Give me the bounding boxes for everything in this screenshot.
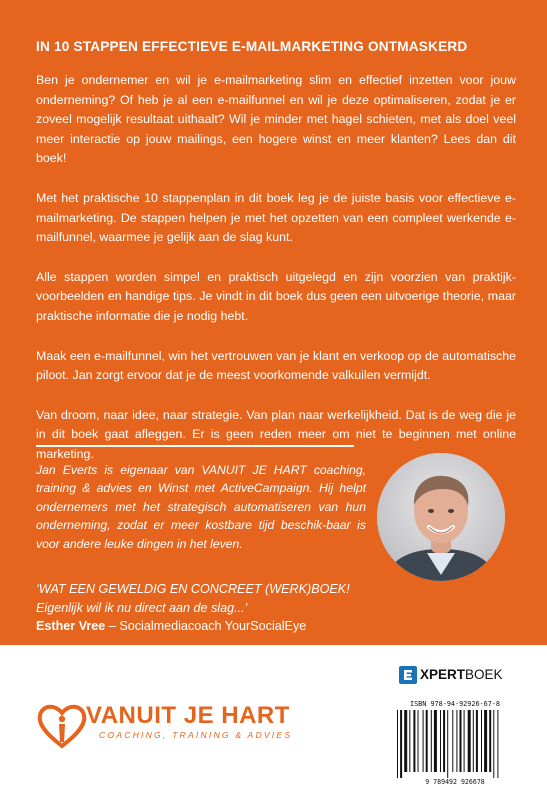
barcode-bar [452, 710, 453, 772]
author-portrait-icon [377, 453, 505, 581]
barcode-bar [426, 710, 428, 772]
barcode-bar [434, 710, 437, 772]
barcode-bar [481, 710, 482, 772]
barcode-bar [397, 710, 398, 778]
barcode-bar [484, 710, 487, 772]
barcode-bar [418, 710, 419, 772]
barcode-bar [464, 710, 465, 772]
isbn-label: ISBN 978-94-92926-67-8 [409, 700, 501, 708]
barcode-bar [456, 710, 457, 772]
blurb-paragraph: Alle stappen worden simpel en praktisch uitgelegd en zijn voorzien van praktijk-voorbeelden en handige tips. Je vindt in dit boek dus geen een uitvoerige theorie, maar praktische informatie die je nodig hebt. [36, 269, 516, 323]
publisher-name-bold: XPERT [420, 667, 466, 682]
brand-tagline: COACHING, TRAINING & ADVIES [99, 730, 293, 740]
author-photo [377, 453, 505, 581]
barcode-bar [440, 710, 441, 772]
blurb-paragraph: Maak een e-mailfunnel, win het vertrouwen van je klant en verkoop op de automatische piloot. Jan zorgt ervoor dat je de meest voorkomende valkuilen vermijdt. [36, 348, 516, 383]
barcode-bar [497, 710, 498, 778]
cover-headline: IN 10 STAPPEN EFFECTIEVE E-MAILMARKETING ONTMASKERD [36, 39, 468, 54]
barcode-bar [409, 710, 410, 772]
barcode-digits: 9 789492 926678 [425, 778, 485, 786]
barcode [393, 700, 517, 786]
blurb-paragraph: Ben je ondernemer en wil je e-mailmarketing slim en effectief inzetten voor jouw onderneming? Of heb je al een e-mailfunnel en wil je deze optimaliseren, zodat je er zoveel mogelijk resultaat uithaalt? Wil je minder met hagel schieten, met als doel veel meer interactie op jouw mailings, een hogere winst en meer klanten? Lees dan dit boek! [36, 73, 516, 166]
brand-name: VANUIT JE HART [86, 702, 290, 729]
barcode-bar [404, 710, 407, 772]
barcode-bar [423, 710, 424, 772]
heart-logo-icon [36, 702, 88, 750]
quote-author-role: – Socialmediacoach YourSocialEye [105, 619, 307, 633]
barcode-bar [460, 710, 462, 772]
barcode-bar [413, 710, 415, 772]
quote-line: ‘WAT EEN GEWELDIG EN CONCREET (WERK)BOEK! [36, 582, 350, 596]
blurb-paragraph: Van droom, naar idee, naar strategie. Van plan naar werkelijkheid. Dat is de weg die je in dit boek gaat afleggen. Er is geen reden meer om niet te beginnen met online marketing. [36, 407, 516, 461]
blurb [36, 71, 516, 485]
publisher-name-regular: BOEK [465, 667, 503, 682]
barcode-bar [476, 710, 478, 772]
barcode-bar [468, 710, 471, 772]
blurb-paragraph: Met het praktische 10 stappenplan in dit boek leg je de juiste basis voor effectieve e-mailmarketing. De stappen helpen je met het opzetten van een compleet werkende e-mailfunnel, waarmee je gelijk aan de slag kunt. [36, 190, 516, 245]
publisher-name [420, 667, 503, 682]
barcode-bar [447, 710, 448, 778]
testimonial-quote [36, 580, 396, 636]
quote-line: Eigenlijk wil ik nu direct aan de slag...’ [36, 600, 248, 615]
barcode-bar [489, 710, 491, 772]
barcode-bar [443, 710, 445, 772]
quote-attribution [36, 619, 306, 633]
brand-logo [36, 700, 336, 760]
barcode-bar [473, 710, 474, 772]
expertboek-e-icon [398, 665, 418, 685]
barcode-bar [493, 710, 494, 778]
divider-rule [36, 445, 354, 447]
barcode-bar [431, 710, 432, 772]
author-bio: Jan Everts is eigenaar van VANUIT JE HART coaching, training & advies en Winst met ActiveCampaign. Hij helpt ondernemers met het strategisch automatiseren van hun onderneming, zodat er meer kostbare tijd beschik-baar is voor andere leuke dingen in het leven. [36, 463, 366, 551]
quote-author-name: Esther Vree [36, 619, 106, 633]
barcode-bars [393, 710, 517, 778]
barcode-bar [400, 710, 402, 778]
